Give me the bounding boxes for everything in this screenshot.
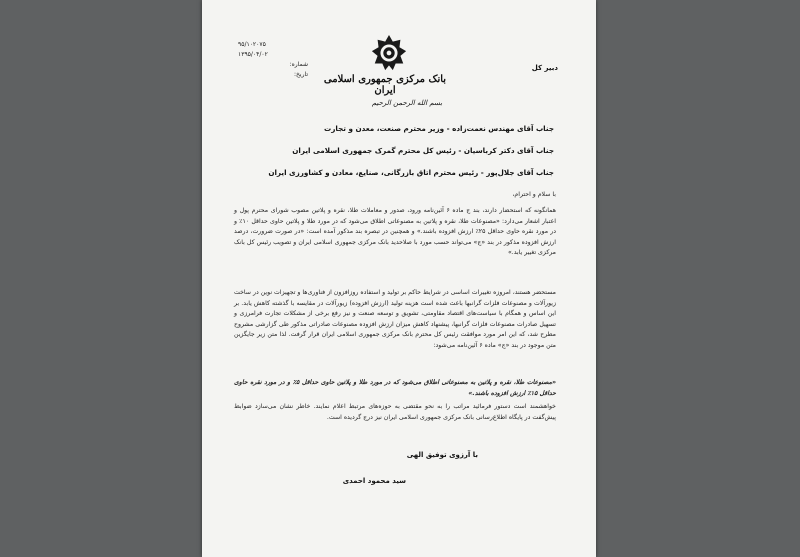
central-bank-emblem-icon: [370, 34, 408, 72]
addressee-line: جناب آقای جلال‌پور - رئیس محترم اتاق بازرگانی، صنایع، معادن و کشاورزی ایران: [268, 168, 554, 177]
recipient-label: دبیر کل: [531, 64, 558, 72]
bismillah: بسم الله الرحمن الرحیم: [371, 99, 443, 107]
reference-number: ۹۵/۱۰۲۰۷۵: [238, 41, 266, 48]
greeting: با سلام و احترام،: [512, 191, 556, 198]
letter-page: [202, 0, 596, 557]
request-paragraph: خواهشمند است دستور فرمائید مراتب را به نحو مقتضی به حوزه‌های مرتبط اعلام نمایند. خاطر نشان می‌سازد ضوابط پیش‌گفت در پایگاه اطلاع‌رسانی بانک مرکزی جمهوری اسلامی ایران نیز درج گردیده است.: [234, 403, 556, 421]
date-value: ۱۳۹۵/۰۴/۰۲: [238, 51, 268, 58]
signer-name: سید محمود احمدی: [342, 477, 406, 485]
letter-meta: [238, 40, 308, 80]
bank-name: بانک مرکزی جمهوری اسلامی ایران: [323, 74, 447, 96]
addressee-line: جناب آقای مهندس نعمت‌زاده - وزیر محترم صنعت، معدن و تجارت: [324, 124, 554, 133]
amended-text: «مصنوعات طلا، نقره و پلاتین به مصنوعاتی اطلاق می‌شود که در مورد طلا و پلاتین حاوی حداقل ۵٪ و در مورد نقره حاوی حداقل ۱۵٪ ارزش افزوده باشند.»: [234, 379, 556, 397]
paragraph-2: مستحضر هستند، امروزه تغییرات اساسی در شرایط حاکم بر تولید و استفاده روزافزون از فناوری‌ها و تجهیزات نوین در ساخت زیورآلات و مصنوعات فلزات گرانبها باعث شده است هزینه تولید (ارزش افزوده) زیورآلات در مقایسه با گذشته کاهش یابد. بر این اساس و همگام با سیاست‌های اقتصاد مقاومتی، تشویق و توسعه صنعت و نیز رفع برخی از مشکلات تجارت فرامرزی و تسهیل صادرات مصنوعات فلزات گرانبها، پیشنهاد کاهش میزان ارزش افزوده مصنوعات صادراتی مذکور طی گزارشی مشروح مطرح شد، که این امر مورد موافقت رئیس کل محترم بانک مرکزی جمهوری اسلامی ایران قرار گرفت. لذا متن زیر جایگزین متن موجود در بند «ج» ماده ۶ آئین‌نامه می‌شود:: [234, 289, 556, 349]
paragraph-1: همانگونه که استحضار دارند، بند ج ماده ۶ آئین‌نامه ورود، صدور و معاملات طلا، نقره و پلاتین مصوب شورای محترم پول و اعتبار اشعار می‌دارد: «مصنوعات طلا، نقره و پلاتین به مصنوعاتی اطلاق می‌شود که در مورد طلا و پلاتین حاوی حداقل ۱۰٪ و در مورد نقره حاوی حداقل ۲۵٪ ارزش افزوده باشند.» و همچنین در تبصره بند مذکور آمده است: «در صورت ضرورت، درصد ارزش افزوده مذکور در بند «ج» می‌تواند حسب مورد با صلاحدید بانک مرکزی جمهوری اسلامی ایران و تصویب رئیس کل بانک مرکزی تغییر یابد.»: [234, 207, 556, 257]
date-label: تاریخ:: [294, 71, 308, 78]
addressee-line: جناب آقای دکتر کرباسیان - رئیس کل محترم گمرک جمهوری اسلامی ایران: [292, 146, 554, 155]
number-label: شماره:: [289, 61, 308, 68]
closing-phrase: با آرزوی توفیق الهی: [406, 451, 478, 459]
